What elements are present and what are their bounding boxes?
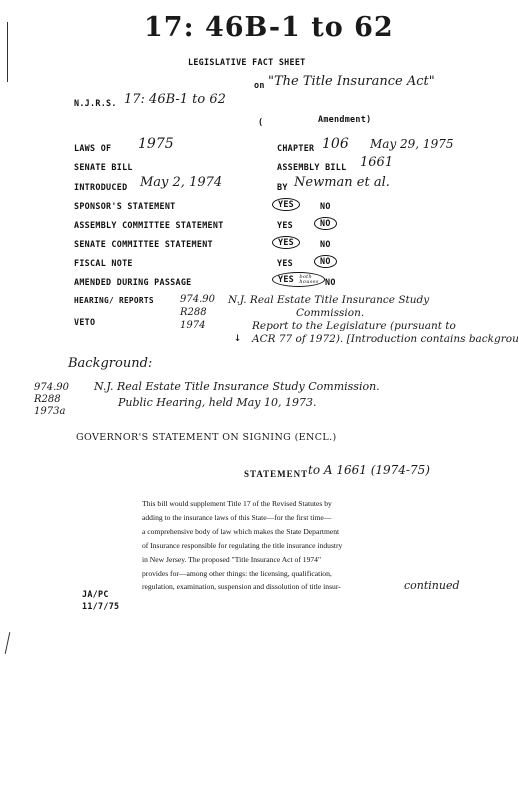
senate-committee-yes [272,236,300,249]
veto-label: VETO [74,317,96,327]
hearing-ref-3: 1974 [180,320,206,331]
margin-line-top [7,22,8,82]
amended-houses-note [299,275,318,285]
chapter-date: May 29, 1975 [370,137,454,151]
senate-bill-label: SENATE BILL [74,162,133,172]
sponsor-statement-label: SPONSOR'S STATEMENT [74,201,176,211]
introduced-value: May 2, 1974 [140,175,223,190]
footer-date: 11/7/75 [82,601,120,611]
hearing-line-4: ACR 77 of 1972). [Introduction contains backgrou [252,333,519,345]
sponsor-yes-circled: YES [272,198,300,211]
amended-note-line-2: houses [299,278,319,285]
statement-heading: STATEMENT [244,469,309,479]
act-name: "The Title Insurance Act" [268,74,435,89]
amended-yes-text: YES [278,274,295,284]
background-heading: Background: [68,356,153,371]
chapter-label: CHAPTER [277,143,315,153]
hearing-arrow: ↓ [234,330,242,344]
laws-label: LAWS OF [74,143,112,153]
statement-line: regulation, examination, suspension and dissolution of title insur- [142,582,341,592]
margin-line-bottom [5,632,11,654]
statement-line: in New Jersey. The proposed "Title Insurance Act of 1974" [142,554,322,564]
footer-initials: JA/PC [82,589,109,599]
fiscal-note-label: FISCAL NOTE [74,258,133,268]
hearing-line-1: N.J. Real Estate Title Insurance Study [228,294,430,306]
assembly-committee-label: ASSEMBLY COMMITTEE STATEMENT [74,220,224,230]
senate-committee-label: SENATE COMMITTEE STATEMENT [74,239,213,249]
amended-note-line-1: both [299,273,313,280]
on-label: on [254,80,265,90]
laws-year: 1975 [138,136,174,152]
by-label: BY [277,182,288,192]
fiscal-note-yes: YES [277,258,294,268]
background-ref-2: R288 [34,394,61,405]
continued-note: continued [404,579,460,592]
sponsor-yes [272,198,300,211]
introduced-label: INTRODUCED [74,182,128,192]
njrs-value: 17: 46B-1 to 62 [124,92,226,107]
senate-committee-yes-circled: YES [272,236,300,249]
assembly-committee-no-circled: NO [314,217,337,230]
hearing-line-3: Report to the Legislature (pursuant to [252,320,456,332]
by-value: Newman et al. [294,175,390,190]
background-ref-3: 1973a [34,406,66,417]
statement-ref: to A 1661 (1974-75) [308,463,430,477]
hearing-line-2: Commission. [296,307,365,319]
assembly-committee-no [314,217,337,230]
fiscal-note-no [314,255,337,268]
statement-line: of Insurance responsible for regulating the title insurance industry [142,540,343,550]
hearing-label: HEARING/ REPORTS [74,296,154,305]
doc-number: 17: 46B-1 to 62 [144,12,394,43]
hearing-ref-1: 974.90 [180,294,215,305]
sheet-title: LEGISLATIVE FACT SHEET [188,57,306,67]
assembly-bill-label: ASSEMBLY BILL [277,162,347,172]
background-line-2: Public Hearing, held May 10, 1973. [118,396,317,409]
amendment-label: Amendment) [318,114,372,124]
hearing-ref-2: R288 [180,307,207,318]
governor-statement-note: GOVERNOR'S STATEMENT ON SIGNING (ENCL.) [76,432,337,443]
senate-committee-no: NO [320,239,331,249]
njrs-label: N.J.R.S. [74,98,117,108]
amended-label: AMENDED DURING PASSAGE [74,277,192,287]
statement-line: adding to the insurance laws of this State—for the first time— [142,512,332,522]
statement-line: a comprehensive body of law which makes the State Department [142,526,340,536]
background-ref-1: 974.90 [34,382,69,393]
amendment-open: ( [258,117,264,127]
statement-line: provides for—among other things: the licensing, qualification, [142,568,332,578]
chapter-value: 106 [322,136,349,152]
background-line-1: N.J. Real Estate Title Insurance Study Commission. [94,380,380,393]
statement-line: This bill would supplement Title 17 of the Revised Statutes by [142,499,332,508]
amended-yes [272,272,325,287]
assembly-bill-value: 1661 [360,155,394,170]
amended-no: NO [325,277,336,287]
sponsor-no: NO [320,201,331,211]
assembly-committee-yes: YES [277,220,294,230]
fiscal-note-no-circled: NO [314,255,337,268]
amended-yes-circled [272,272,325,287]
